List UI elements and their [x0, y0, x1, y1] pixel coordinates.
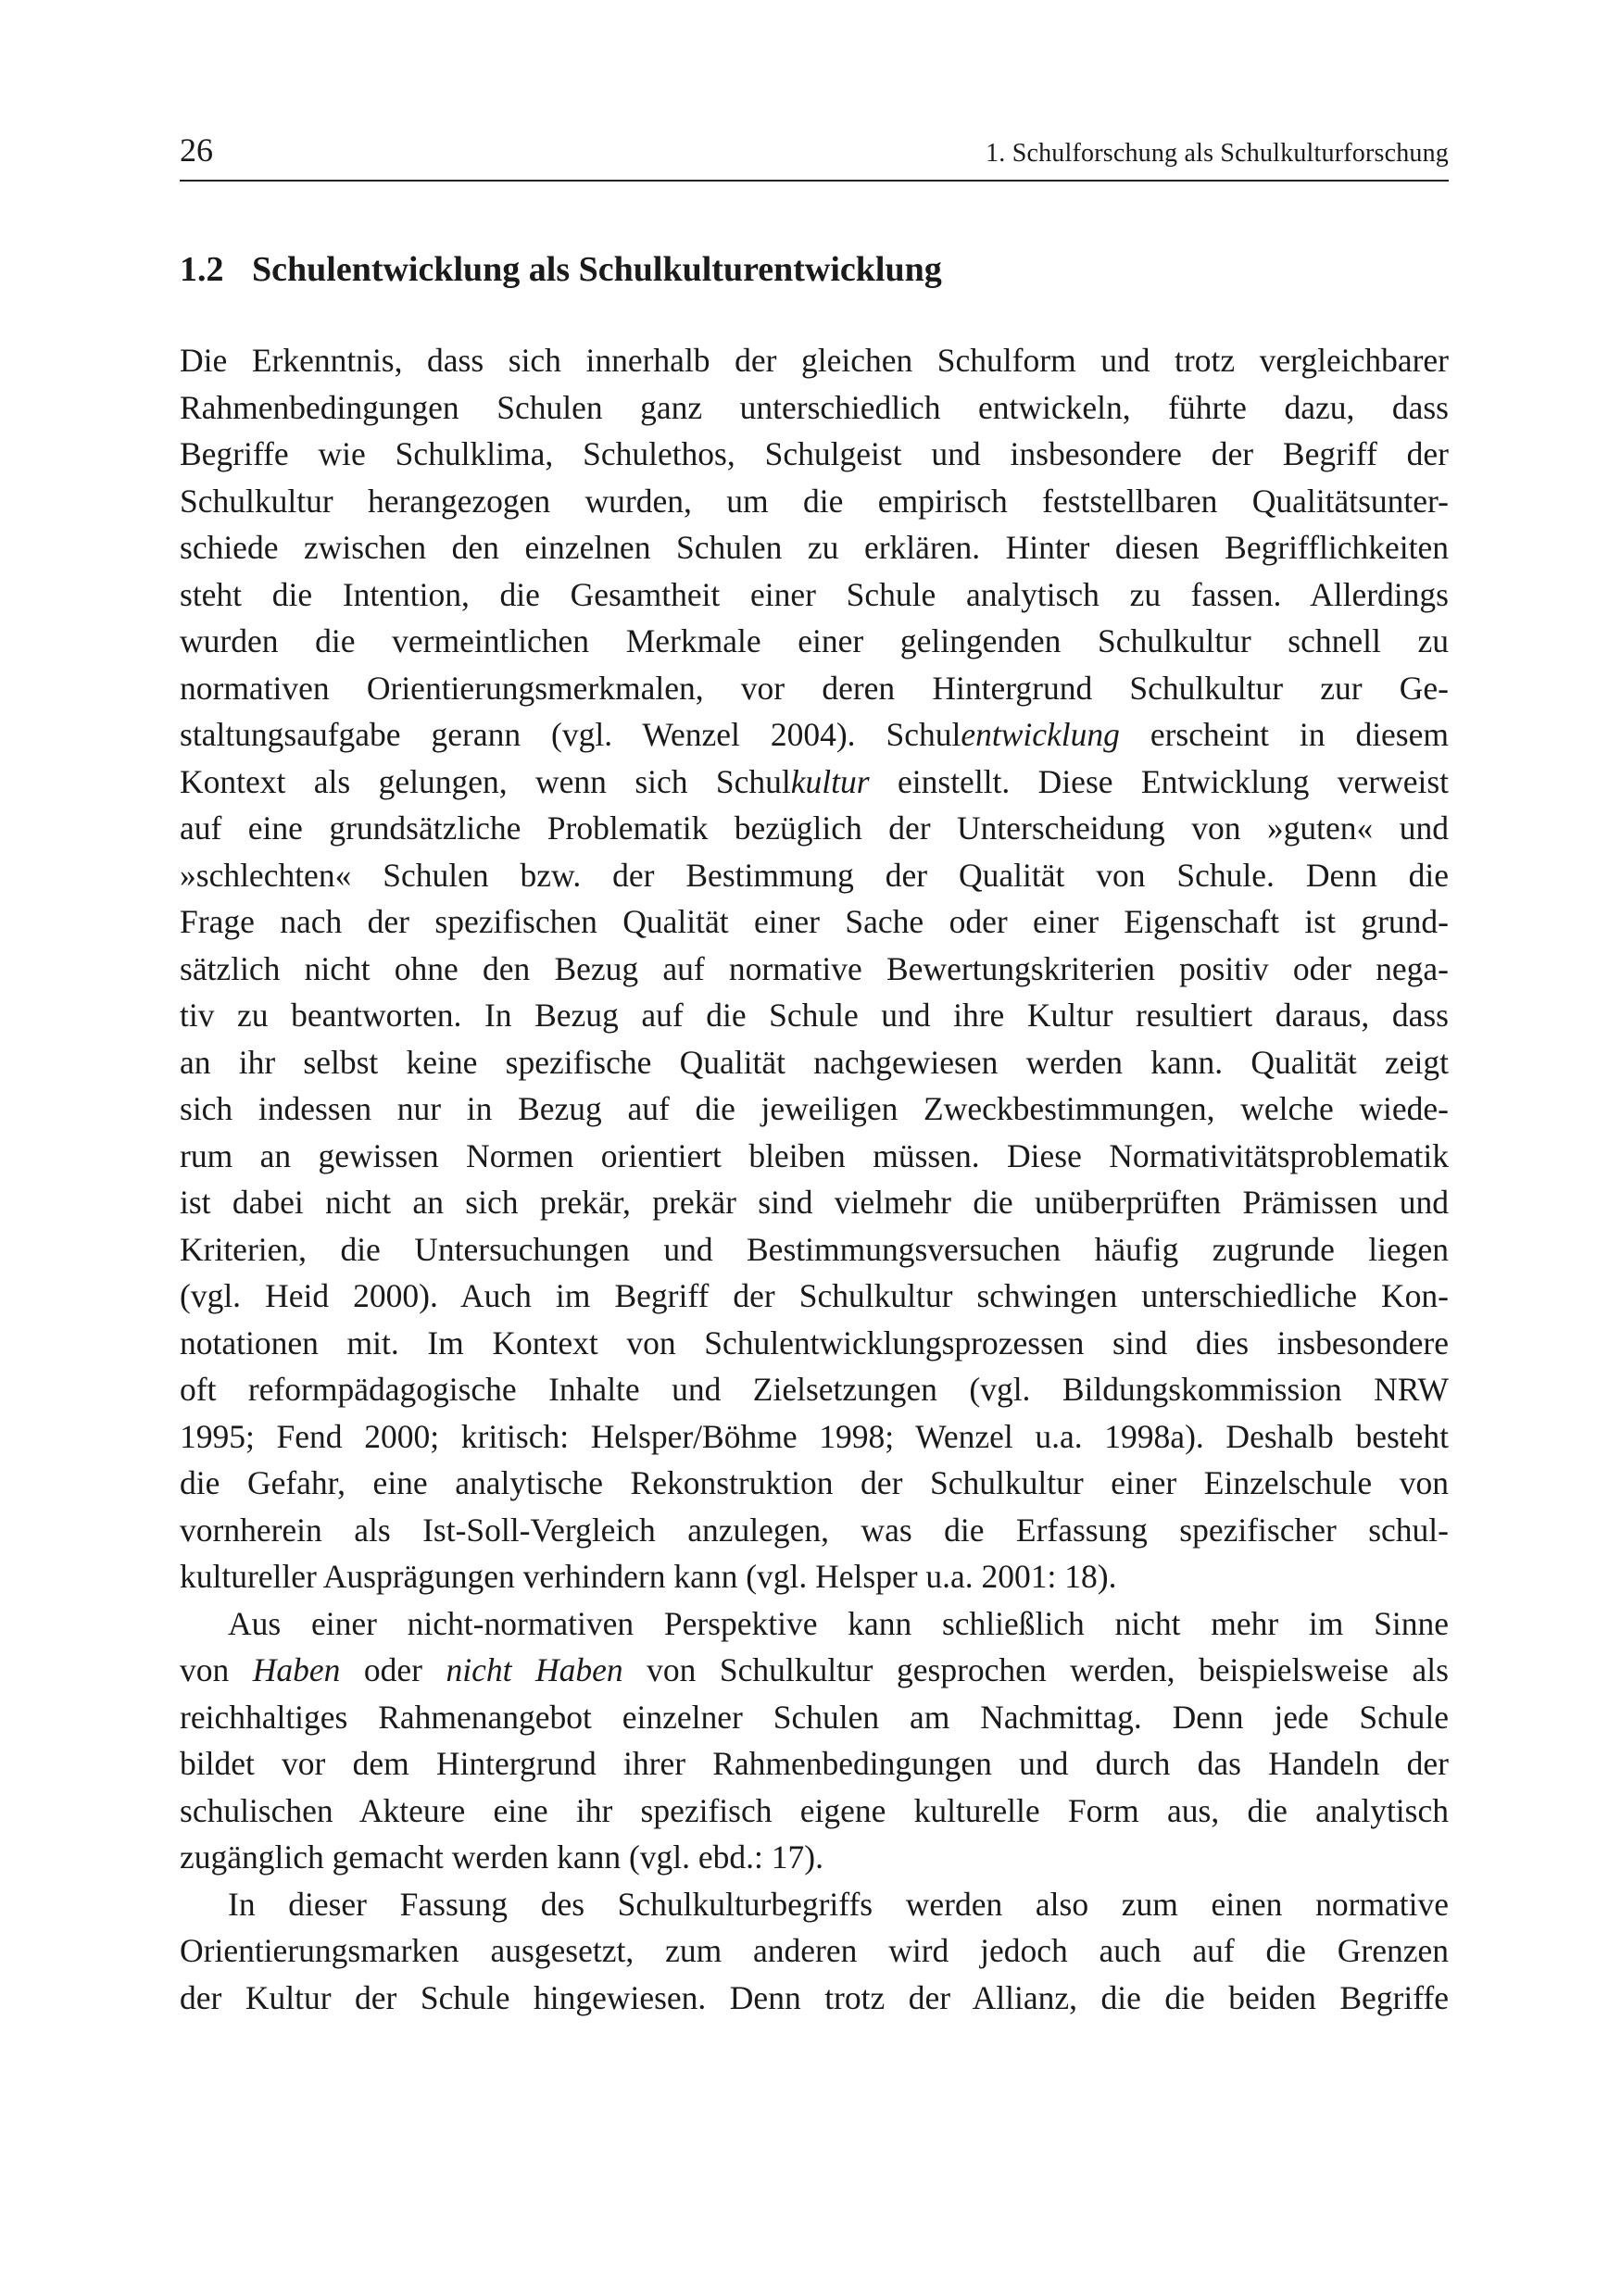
- text-line: der Kultur der Schule hingewiesen. Denn trotz der Allianz, die die beiden Begriffe: [180, 1978, 1449, 2016]
- text-line: (vgl. Heid 2000). Auch im Begriff der Schulkultur schwingen unterschiedliche Kon-: [180, 1277, 1449, 1314]
- emphasis-text: kultur: [790, 762, 870, 800]
- text-line: an ihr selbst keine spezifische Qualität nachgewiesen werden kann. Qualität zeigt: [180, 1043, 1449, 1081]
- text-line: ist dabei nicht an sich prekär, prekär sind vielmehr die unüberprüften Prämissen und: [180, 1184, 1449, 1221]
- text-line: Kriterien, die Untersuchungen und Bestimmungsversuchen häufig zugrunde liegen: [180, 1230, 1449, 1268]
- running-header: [180, 128, 1449, 182]
- text-line: »schlechten« Schulen bzw. der Bestimmung der Qualität von Schule. Denn die: [180, 856, 1449, 894]
- text-line: auf eine grundsätzliche Problematik bezüglich der Unterscheidung von »guten« und: [180, 809, 1449, 847]
- text-line: [180, 711, 1449, 759]
- text-line: Orientierungsmarken ausgesetzt, zum anderen wird jedoch auch auf die Grenzen: [180, 1932, 1449, 1969]
- text-run: staltungsaufgabe gerann (vgl. Wenzel 2004).: [180, 716, 856, 753]
- text-line: notationen mit. Im Kontext von Schulentwicklungsprozessen sind dies insbesondere: [180, 1324, 1449, 1361]
- text-line: Rahmenbedingungen Schulen ganz unterschiedlich entwickeln, führte dazu, dass: [180, 388, 1449, 426]
- section-number: 1.2: [180, 250, 224, 289]
- text-line: In dieser Fassung des Schulkulturbegriffs werden also zum einen normative: [228, 1885, 1449, 1923]
- text-line: zugänglich gemacht werden kann (vgl. ebd.: 17).: [180, 1838, 823, 1876]
- paragraph-1: [180, 337, 1449, 1600]
- text-run: einstellt. Diese Entwicklung verweist: [869, 762, 1450, 800]
- text-run: Kontext als gelungen, wenn sich: [180, 762, 688, 800]
- text-line: 1995; Fend 2000; kritisch: Helsper/Böhme 1998; Wenzel u.a. 1998a). Deshalb besteht: [180, 1417, 1449, 1455]
- text-run: von Schulkultur gesprochen werden, beispielsweise als: [622, 1651, 1449, 1688]
- text-line: Die Erkenntnis, dass sich innerhalb der gleichen Schulform und trotz vergleichbarer: [180, 342, 1449, 379]
- text-line: die Gefahr, eine analytische Rekonstruktion der Schulkultur einer Einzelschule von: [180, 1464, 1449, 1501]
- section-title: Schulentwicklung als Schulkulturentwicklung: [252, 250, 942, 289]
- paragraph-3: [180, 1881, 1449, 2022]
- text-run: erscheint in diesem: [1119, 716, 1449, 753]
- text-line: rum an gewissen Normen orientiert bleiben müssen. Diese Normativitätsproblematik: [180, 1136, 1449, 1174]
- text-line: [180, 1647, 1449, 1694]
- text-line: Aus einer nicht-normativen Perspektive kann schließlich nicht mehr im Sinne: [228, 1604, 1449, 1642]
- text-line: normativen Orientierungsmerkmalen, vor deren Hintergrund Schulkultur zur Ge-: [180, 669, 1449, 707]
- text-line: tiv zu beantworten. In Bezug auf die Schule und ihre Kultur resultiert daraus, dass: [180, 997, 1449, 1034]
- text-line: schulischen Akteure eine ihr spezifisch eigene kulturelle Form aus, die analytisch: [180, 1791, 1449, 1829]
- text-run: Schul: [715, 762, 791, 800]
- body-text: [180, 337, 1449, 2021]
- text-line: Frage nach der spezifischen Qualität einer Sache oder einer Eigenschaft ist grund-: [180, 903, 1449, 940]
- section-heading: [180, 248, 1449, 291]
- text-line: sich indessen nur in Bezug auf die jeweiligen Zweckbestimmungen, welche wiede-: [180, 1090, 1449, 1127]
- emphasis-text: Haben: [252, 1651, 341, 1688]
- text-line: vornherein als Ist-Soll-Vergleich anzulegen, was die Erfassung spezifischer schul-: [180, 1511, 1449, 1549]
- text-line: sätzlich nicht ohne den Bezug auf normative Bewertungskriterien positiv oder nega-: [180, 949, 1449, 987]
- page-number: 26: [180, 132, 213, 169]
- text-line: steht die Intention, die Gesamtheit einer Schule analytisch zu fassen. Allerdings: [180, 575, 1449, 613]
- text-line: Begriffe wie Schulklima, Schulethos, Schulgeist und insbesondere der Begriff der: [180, 435, 1449, 472]
- text-line: kultureller Ausprägungen verhindern kann (vgl. Helsper u.a. 2001: 18).: [180, 1558, 1117, 1595]
- paragraph-2: [180, 1600, 1449, 1881]
- emphasis-text: entwicklung: [961, 716, 1120, 753]
- text-line: schiede zwischen den einzelnen Schulen zu erklären. Hinter diesen Begrifflichkeiten: [180, 529, 1449, 566]
- emphasis-text: nicht Haben: [446, 1651, 623, 1688]
- text-run: oder: [340, 1651, 446, 1688]
- text-run: Schul: [886, 716, 961, 753]
- text-run: von: [180, 1651, 253, 1688]
- text-line: bildet vor dem Hintergrund ihrer Rahmenbedingungen und durch das Handeln der: [180, 1745, 1449, 1782]
- running-header-title: 1. Schulforschung als Schulkulturforschung: [986, 139, 1449, 168]
- text-line: Schulkultur herangezogen wurden, um die empirisch feststellbaren Qualitätsunter-: [180, 482, 1449, 520]
- text-line: wurden die vermeintlichen Merkmale einer gelingenden Schulkultur schnell zu: [180, 622, 1449, 659]
- text-line: oft reformpädagogische Inhalte und Zielsetzungen (vgl. Bildungskommission NRW: [180, 1371, 1449, 1408]
- text-line: [180, 759, 1449, 806]
- text-line: reichhaltiges Rahmenangebot einzelner Schulen am Nachmittag. Denn jede Schule: [180, 1698, 1449, 1736]
